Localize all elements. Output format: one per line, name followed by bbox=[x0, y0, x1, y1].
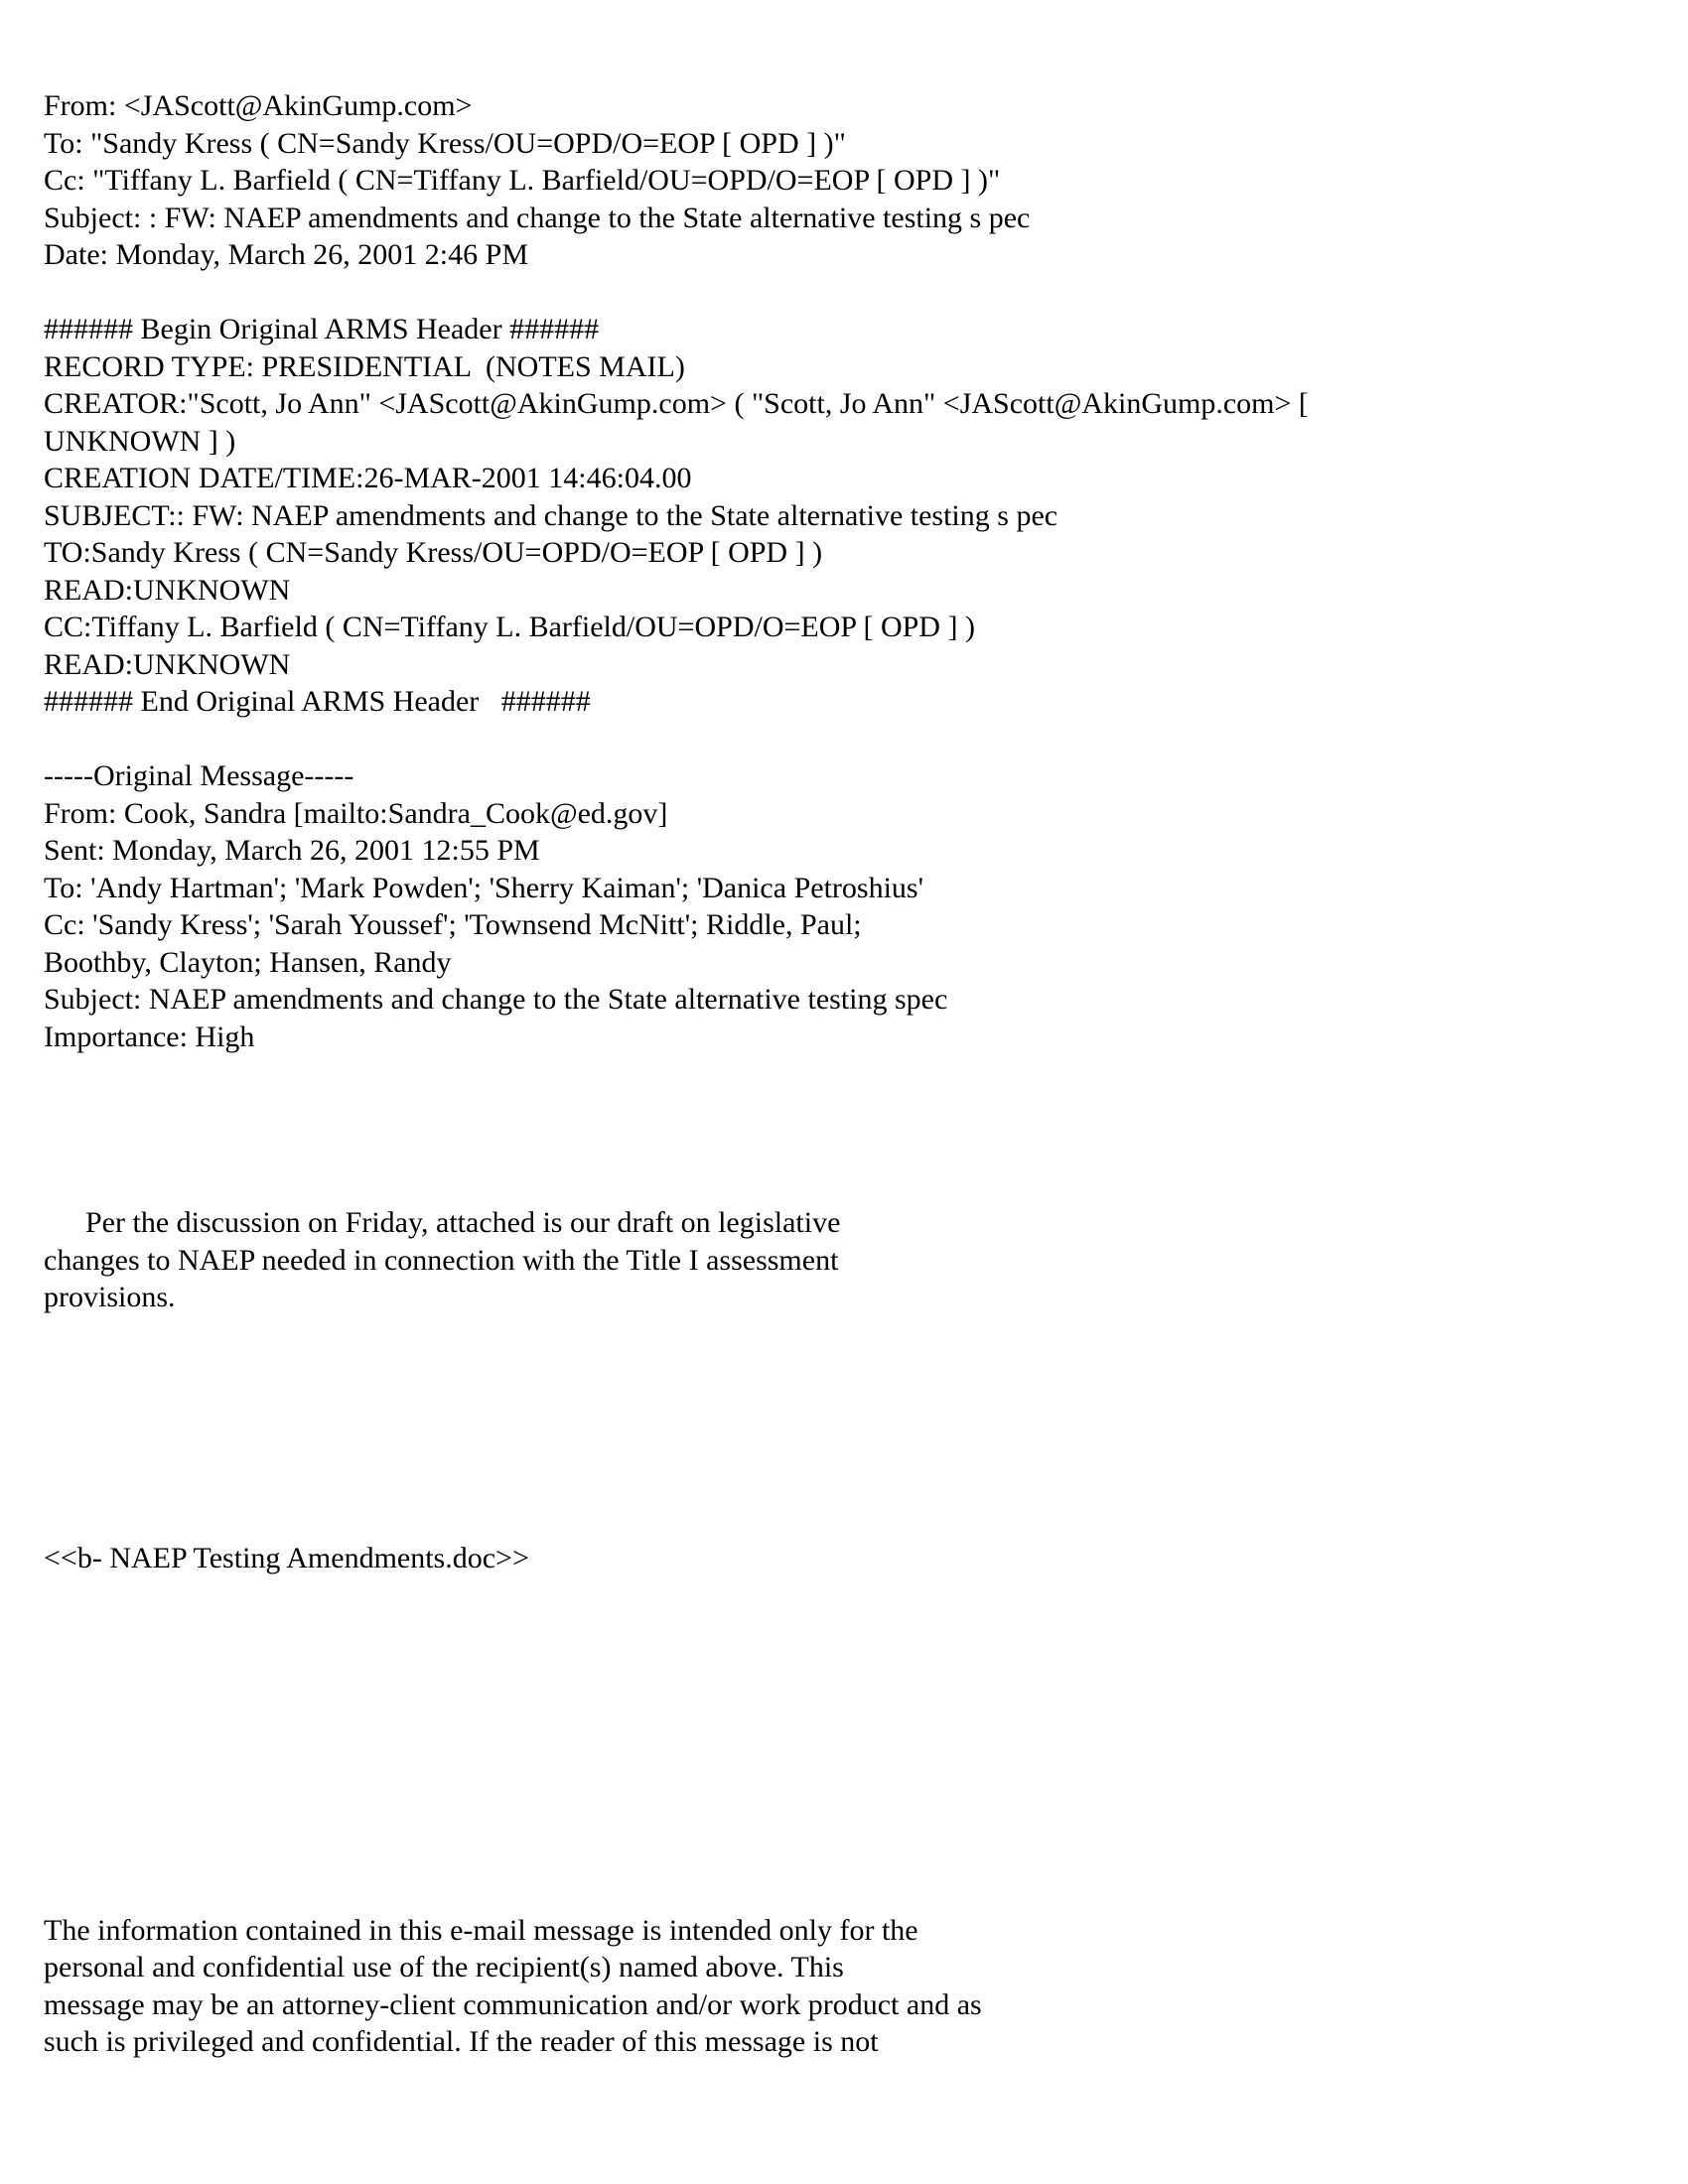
disclaimer-line: message may be an attorney-client communication and/or work product and as bbox=[44, 1987, 982, 2021]
header-cc: Cc: "Tiffany L. Barfield ( CN=Tiffany L. Barfield/OU=OPD/O=EOP [ OPD ] )" bbox=[44, 164, 1001, 197]
email-header bbox=[44, 87, 1652, 274]
arms-begin: ###### Begin Original ARMS Header ###### bbox=[44, 313, 600, 345]
arms-record-type: RECORD TYPE: PRESIDENTIAL (NOTES MAIL) bbox=[44, 349, 685, 383]
header-to: To: "Sandy Kress ( CN=Sandy Kress/OU=OPD/O=EOP [ OPD ] )" bbox=[44, 126, 846, 160]
spacer bbox=[44, 1316, 1652, 1540]
original-cc: Cc: 'Sandy Kress'; 'Sarah Youssef'; 'Townsend McNitt'; Riddle, Paul; bbox=[44, 908, 862, 941]
attachment-name: <<b- NAEP Testing Amendments.doc>> bbox=[44, 1541, 529, 1574]
arms-header bbox=[44, 311, 1652, 721]
arms-read: READ:UNKNOWN bbox=[44, 647, 291, 681]
original-sent: Sent: Monday, March 26, 2001 12:55 PM bbox=[44, 834, 540, 867]
confidentiality-disclaimer bbox=[44, 1912, 1652, 2061]
attachment-reference bbox=[44, 1540, 1652, 1577]
arms-creator-cont: UNKNOWN ] ) bbox=[44, 424, 236, 458]
spacer bbox=[44, 274, 1652, 312]
message-body bbox=[44, 1204, 1652, 1316]
arms-creation-date: CREATION DATE/TIME:26-MAR-2001 14:46:04.00 bbox=[44, 462, 692, 494]
spacer bbox=[44, 1055, 1652, 1204]
original-cc-cont: Boothby, Clayton; Hansen, Randy bbox=[44, 945, 452, 979]
arms-end: ###### End Original ARMS Header ###### bbox=[44, 685, 591, 718]
arms-read: READ:UNKNOWN bbox=[44, 573, 291, 607]
original-to: To: 'Andy Hartman'; 'Mark Powden'; 'Sherry Kaiman'; 'Danica Petroshius' bbox=[44, 871, 923, 904]
arms-to: TO:Sandy Kress ( CN=Sandy Kress/OU=OPD/O=EOP [ OPD ] ) bbox=[44, 536, 823, 569]
body-paragraph-line: changes to NAEP needed in connection with the Title I assessment bbox=[44, 1243, 839, 1277]
spacer bbox=[44, 1576, 1652, 1912]
original-subject: Subject: NAEP amendments and change to the State alternative testing spec bbox=[44, 983, 948, 1016]
header-subject: Subject: : FW: NAEP amendments and change to the State alternative testing s pec bbox=[44, 201, 1031, 234]
original-message-separator: -----Original Message----- bbox=[44, 759, 354, 792]
document-page bbox=[44, 87, 1652, 2061]
header-date: Date: Monday, March 26, 2001 2:46 PM bbox=[44, 238, 528, 271]
disclaimer-line: such is privileged and confidential. If the reader of this message is not bbox=[44, 2025, 879, 2058]
disclaimer-line: The information contained in this e-mail message is intended only for the bbox=[44, 1913, 918, 1947]
arms-subject: SUBJECT:: FW: NAEP amendments and change to the State alternative testing s pec bbox=[44, 498, 1058, 532]
body-paragraph-line: Per the discussion on Friday, attached is our draft on legislative bbox=[85, 1206, 841, 1239]
body-paragraph-line: provisions. bbox=[44, 1281, 176, 1313]
original-importance: Importance: High bbox=[44, 1020, 255, 1053]
spacer bbox=[44, 721, 1652, 758]
disclaimer-line: personal and confidential use of the recipient(s) named above. This bbox=[44, 1951, 844, 1983]
header-from: From: <JAScott@AkinGump.com> bbox=[44, 89, 473, 122]
original-from: From: Cook, Sandra [mailto:Sandra_Cook@ed.gov] bbox=[44, 796, 668, 830]
original-message-header bbox=[44, 757, 1652, 1055]
arms-cc: CC:Tiffany L. Barfield ( CN=Tiffany L. Barfield/OU=OPD/O=EOP [ OPD ] ) bbox=[44, 611, 975, 643]
arms-creator: CREATOR:"Scott, Jo Ann" <JAScott@AkinGump.com> ( "Scott, Jo Ann" <JAScott@AkinGump.com> [ bbox=[44, 387, 1309, 420]
